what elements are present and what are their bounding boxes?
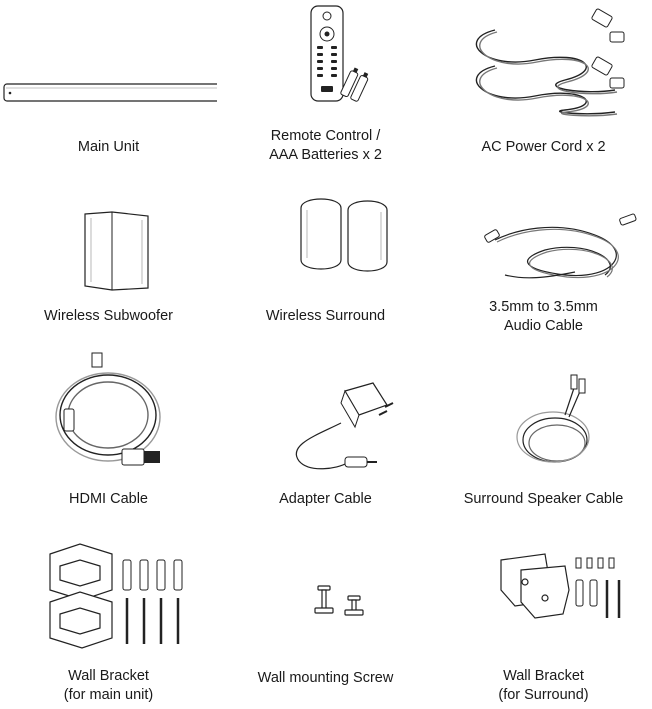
item-ac-power-cord	[435, 0, 652, 170]
remote-illustration	[217, 0, 434, 125]
item-label: HDMI Cable	[69, 491, 148, 507]
item-label: 3.5mm to 3.5mm Audio Cable	[489, 299, 598, 334]
subwoofer-illustration	[0, 180, 217, 300]
mounting-screw-illustration	[217, 520, 434, 660]
item-wall-mounting-screw	[217, 520, 434, 709]
item-audio-cable	[435, 180, 652, 345]
item-label: Wireless Surround	[265, 308, 386, 324]
item-label: Wall Bracket (for main unit)	[63, 668, 154, 703]
item-wall-bracket-main	[0, 520, 217, 709]
surround-speakers-illustration	[217, 180, 434, 300]
item-hdmi-cable	[0, 345, 217, 520]
item-label: AC Power Cord x 2	[481, 139, 606, 155]
item-remote-control	[217, 0, 434, 170]
item-wireless-subwoofer	[0, 180, 217, 345]
item-main-unit	[0, 0, 217, 170]
wall-bracket-surround-illustration	[435, 520, 652, 660]
item-label: Adapter Cable	[279, 491, 372, 507]
item-label: Wall mounting Screw	[257, 670, 394, 686]
item-label: Surround Speaker Cable	[463, 491, 624, 507]
item-adapter-cable	[217, 345, 434, 520]
item-label: Main Unit	[77, 139, 140, 155]
item-surround-speaker-cable	[435, 345, 652, 520]
item-label: Remote Control / AAA Batteries x 2	[269, 128, 382, 163]
power-cord-illustration	[435, 0, 652, 125]
adapter-illustration	[217, 345, 434, 480]
item-label: Wireless Subwoofer	[44, 308, 173, 324]
speaker-cable-illustration	[435, 345, 652, 480]
soundbar-illustration	[0, 0, 217, 130]
item-label: Wall Bracket (for Surround)	[498, 668, 589, 703]
hdmi-cable-illustration	[0, 345, 217, 475]
item-wall-bracket-surround	[435, 520, 652, 709]
item-wireless-surround	[217, 180, 434, 345]
audio-cable-illustration	[435, 180, 652, 300]
wall-bracket-main-illustration	[0, 520, 217, 660]
